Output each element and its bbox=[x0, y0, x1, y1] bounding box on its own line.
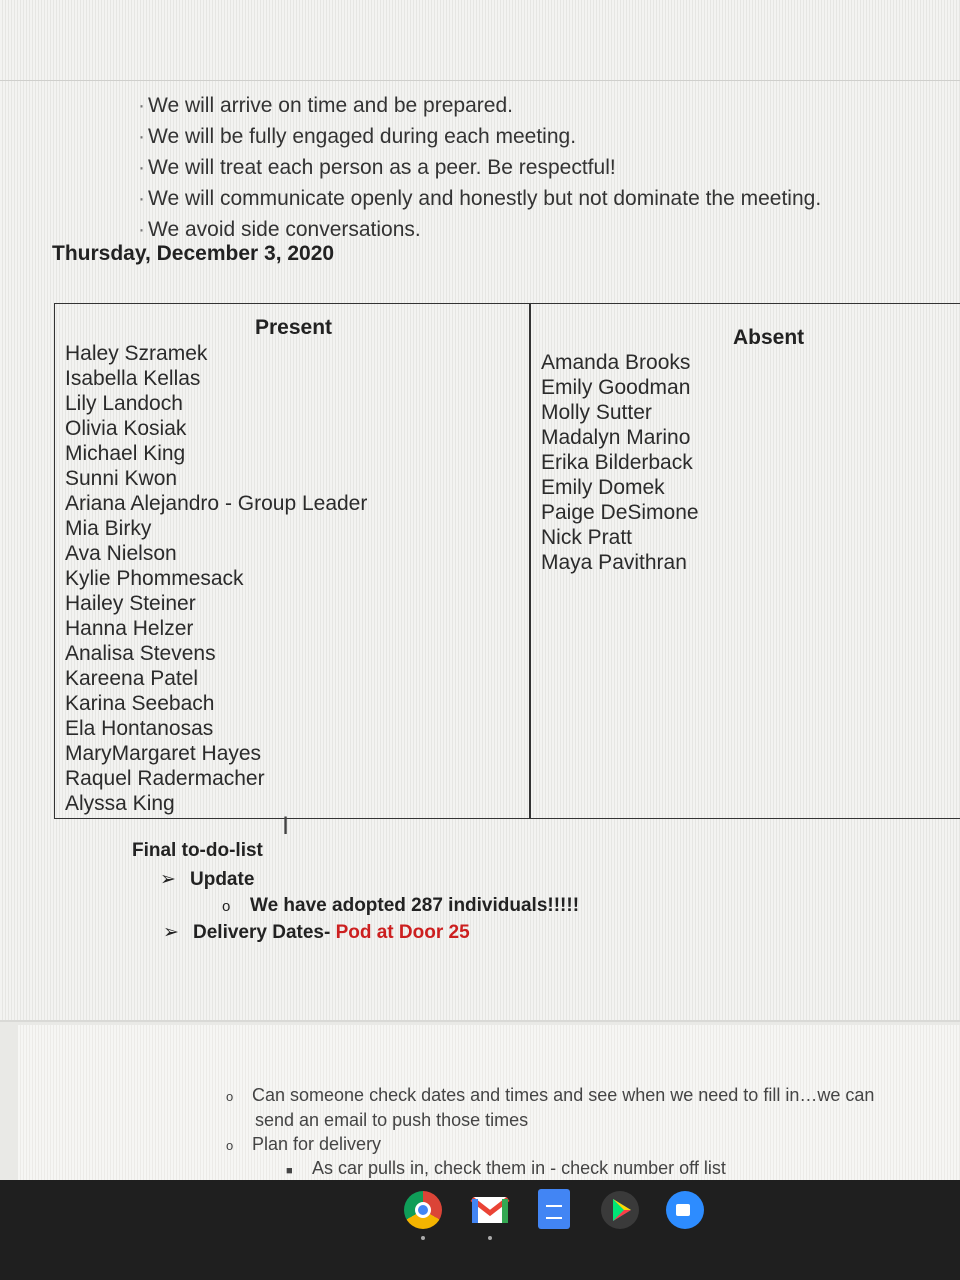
square-bullet-icon: ■ bbox=[286, 1165, 293, 1177]
page2-list-item bbox=[226, 1134, 381, 1155]
todo-subitem-text: We have adopted 287 individuals!!!!! bbox=[250, 895, 580, 916]
norm-item: · We will arrive on time and be prepared. bbox=[138, 90, 821, 121]
absent-name: Paige DeSimone bbox=[541, 501, 699, 524]
text-cursor-icon: I bbox=[282, 812, 290, 840]
docs-icon[interactable] bbox=[538, 1189, 570, 1229]
absent-name: Nick Pratt bbox=[541, 526, 633, 549]
present-name: Isabella Kellas bbox=[65, 367, 201, 390]
todo-list-title: Final to-do-list bbox=[132, 840, 263, 861]
arrow-bullet-icon: ➢ bbox=[163, 921, 179, 943]
present-name: Ela Hontanosas bbox=[65, 717, 214, 740]
present-name: Kylie Phommesack bbox=[65, 567, 244, 590]
play-store-icon[interactable] bbox=[601, 1191, 639, 1229]
present-name: Michael King bbox=[65, 442, 186, 465]
absent-list bbox=[541, 350, 699, 575]
absent-name: Maya Pavithran bbox=[541, 551, 687, 574]
present-name: Hanna Helzer bbox=[65, 617, 194, 640]
present-name: Lily Landoch bbox=[65, 392, 183, 415]
attendance-table bbox=[54, 303, 960, 819]
todo-item-update bbox=[160, 868, 254, 891]
todo-item-label: Delivery Dates- bbox=[193, 922, 331, 943]
present-name: Olivia Kosiak bbox=[65, 417, 187, 440]
absent-name: Emily Domek bbox=[541, 476, 665, 499]
present-name: Karina Seebach bbox=[65, 692, 215, 715]
chrome-icon[interactable] bbox=[404, 1191, 442, 1229]
chromeos-shelf bbox=[0, 1180, 960, 1280]
delivery-location: Pod at Door 25 bbox=[335, 922, 470, 943]
present-name: Analisa Stevens bbox=[65, 642, 216, 665]
todo-item-delivery bbox=[163, 921, 470, 944]
circle-bullet-icon: o bbox=[226, 1138, 234, 1153]
present-name: Haley Szramek bbox=[65, 342, 208, 365]
column-divider bbox=[529, 304, 531, 818]
present-name: Hailey Steiner bbox=[65, 592, 196, 615]
meeting-date-heading: Thursday, December 3, 2020 bbox=[52, 242, 335, 265]
present-name: Ariana Alejandro - Group Leader bbox=[65, 492, 368, 515]
present-name: Mia Birky bbox=[65, 517, 152, 540]
page2-item-continuation: send an email to push those times bbox=[255, 1110, 529, 1130]
norm-item: · We avoid side conversations. bbox=[138, 214, 821, 245]
absent-name: Molly Sutter bbox=[541, 401, 652, 424]
absent-name: Emily Goodman bbox=[541, 376, 691, 399]
page2-sub-item bbox=[286, 1158, 726, 1179]
absent-name: Erika Bilderback bbox=[541, 451, 693, 474]
arrow-bullet-icon: ➢ bbox=[160, 868, 176, 890]
norm-item: · We will communicate openly and honestly but not dominate the meeting. bbox=[138, 183, 821, 214]
absent-name: Madalyn Marino bbox=[541, 426, 691, 449]
present-name: Kareena Patel bbox=[65, 667, 199, 690]
present-list bbox=[65, 341, 367, 816]
circle-bullet-icon: o bbox=[222, 898, 231, 915]
norm-item: · We will treat each person as a peer. Be respectful! bbox=[138, 152, 821, 183]
page2-item-text: Plan for delivery bbox=[252, 1134, 382, 1154]
page2-sub-item-text: As car pulls in, check them in - check number off list bbox=[312, 1158, 726, 1178]
norm-item: · We will be fully engaged during each meeting. bbox=[138, 121, 821, 152]
todo-subitem bbox=[222, 895, 579, 917]
present-name: Ava Nielson bbox=[65, 542, 177, 565]
present-column-header: Present bbox=[255, 316, 333, 339]
running-indicator bbox=[421, 1236, 425, 1240]
page-top-margin bbox=[0, 0, 960, 81]
page2-list-item bbox=[226, 1085, 874, 1106]
page2-item-text: Can someone check dates and times and see when we need to fill in…we can bbox=[252, 1085, 875, 1105]
circle-bullet-icon: o bbox=[226, 1089, 234, 1104]
todo-item-label: Update bbox=[190, 869, 255, 890]
meeting-norms-list bbox=[138, 90, 821, 245]
present-name: Raquel Radermacher bbox=[65, 767, 265, 790]
zoom-icon[interactable] bbox=[666, 1191, 704, 1229]
absent-column-header: Absent bbox=[733, 326, 805, 349]
present-name: Alyssa King bbox=[65, 792, 175, 815]
absent-name: Amanda Brooks bbox=[541, 351, 691, 374]
present-name: Sunni Kwon bbox=[65, 467, 178, 490]
running-indicator bbox=[488, 1236, 492, 1240]
present-name: MaryMargaret Hayes bbox=[65, 742, 262, 765]
gmail-icon[interactable] bbox=[470, 1191, 508, 1229]
